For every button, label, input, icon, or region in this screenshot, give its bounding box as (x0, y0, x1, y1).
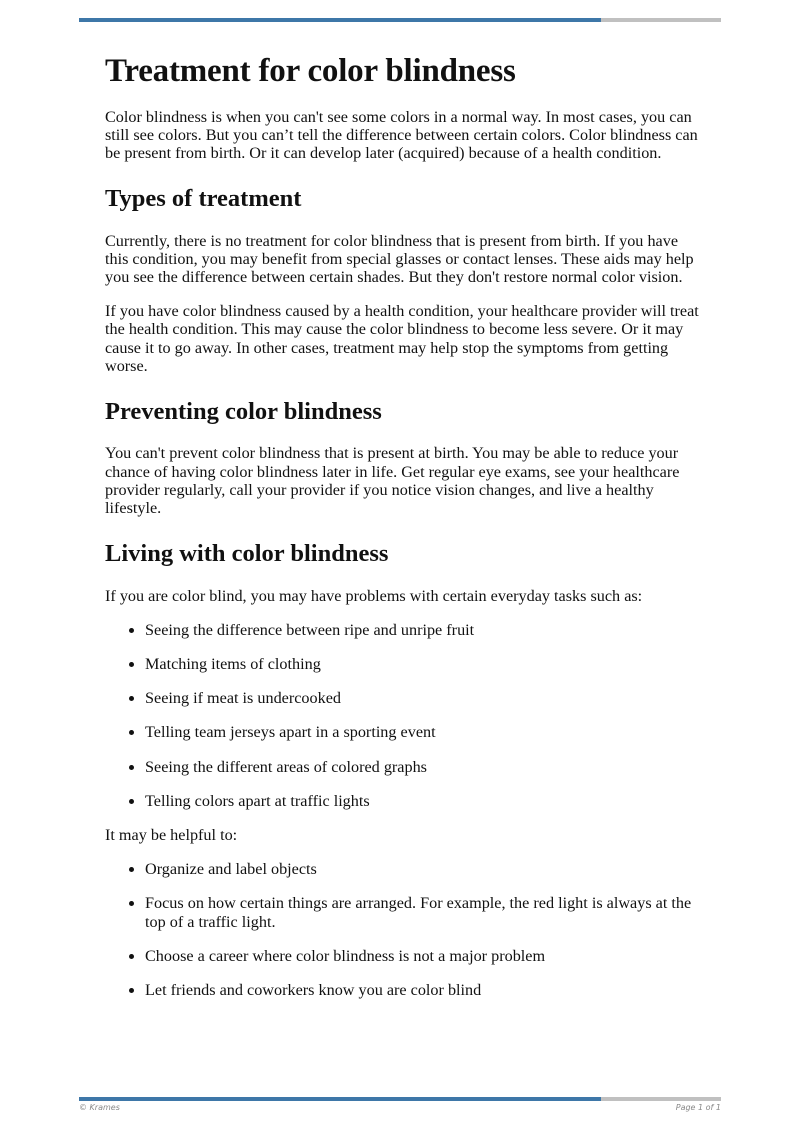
header-rule (79, 18, 721, 22)
list-item: • Telling team jerseys apart in a sporting event (145, 723, 705, 741)
list-item: • Focus on how certain things are arranged. For example, the red light is always at the top of a traffic light. (145, 894, 705, 930)
page-number: Page 1 of 1 (675, 1103, 721, 1112)
list-item: • Let friends and coworkers know you are color blind (145, 981, 705, 999)
list-item: • Seeing the different areas of colored graphs (145, 758, 705, 776)
list-item: • Seeing if meat is undercooked (145, 689, 705, 707)
paragraph: Currently, there is no treatment for color blindness that is present from birth. If you have this condition, you may benefit from special glasses or contact lenses. These aids may help you see the difference between certain shades. But they don't restore normal color vision. (105, 231, 694, 286)
problems-list (105, 621, 705, 810)
footer-rule-gray (601, 1097, 721, 1101)
section-heading-living-with: Living with color blindness (105, 540, 389, 568)
helpful-intro: It may be helpful to: (105, 826, 238, 845)
intro-paragraph: Color blindness is when you can't see some colors in a normal way. In most cases, you can still see colors. But you can’t tell the difference between certain colors. Color blindness can be present from birth. Or it can develop later (acquired) because of a health condition. (105, 107, 698, 162)
list-item: • Telling colors apart at traffic lights (145, 792, 705, 810)
header-rule-gray (601, 18, 721, 22)
document-body (105, 52, 705, 1015)
list-item: • Seeing the difference between ripe and unripe fruit (145, 621, 705, 639)
list-item: • Choose a career where color blindness is not a major problem (145, 947, 705, 965)
section-heading-types-of-treatment: Types of treatment (105, 185, 302, 213)
paragraph: You can't prevent color blindness that is present at birth. You may be able to reduce your chance of having color blindness later in life. Get regular eye exams, see your healthcare provider regularly, call your provider if you notice vision changes, and live a healthy lifestyle. (105, 444, 680, 518)
helpful-list (105, 860, 705, 999)
problems-intro: If you are color blind, you may have problems with certain everyday tasks such as: (105, 586, 643, 605)
footer-rule (79, 1097, 721, 1101)
list-item: • Matching items of clothing (145, 655, 705, 673)
paragraph: If you have color blindness caused by a health condition, your healthcare provider will treat the health condition. This may cause the color blindness to become less severe. Or it may cause it to go away. In other cases, treatment may help stop the symptoms from getting worse. (105, 302, 699, 375)
copyright: © Krames (79, 1103, 120, 1112)
page-title: Treatment for color blindness (105, 53, 516, 89)
footer-rule-accent (79, 1097, 601, 1101)
section-heading-preventing: Preventing color blindness (105, 398, 382, 426)
header-rule-accent (79, 18, 601, 22)
page-footer (79, 1103, 721, 1112)
list-item: • Organize and label objects (145, 860, 705, 878)
